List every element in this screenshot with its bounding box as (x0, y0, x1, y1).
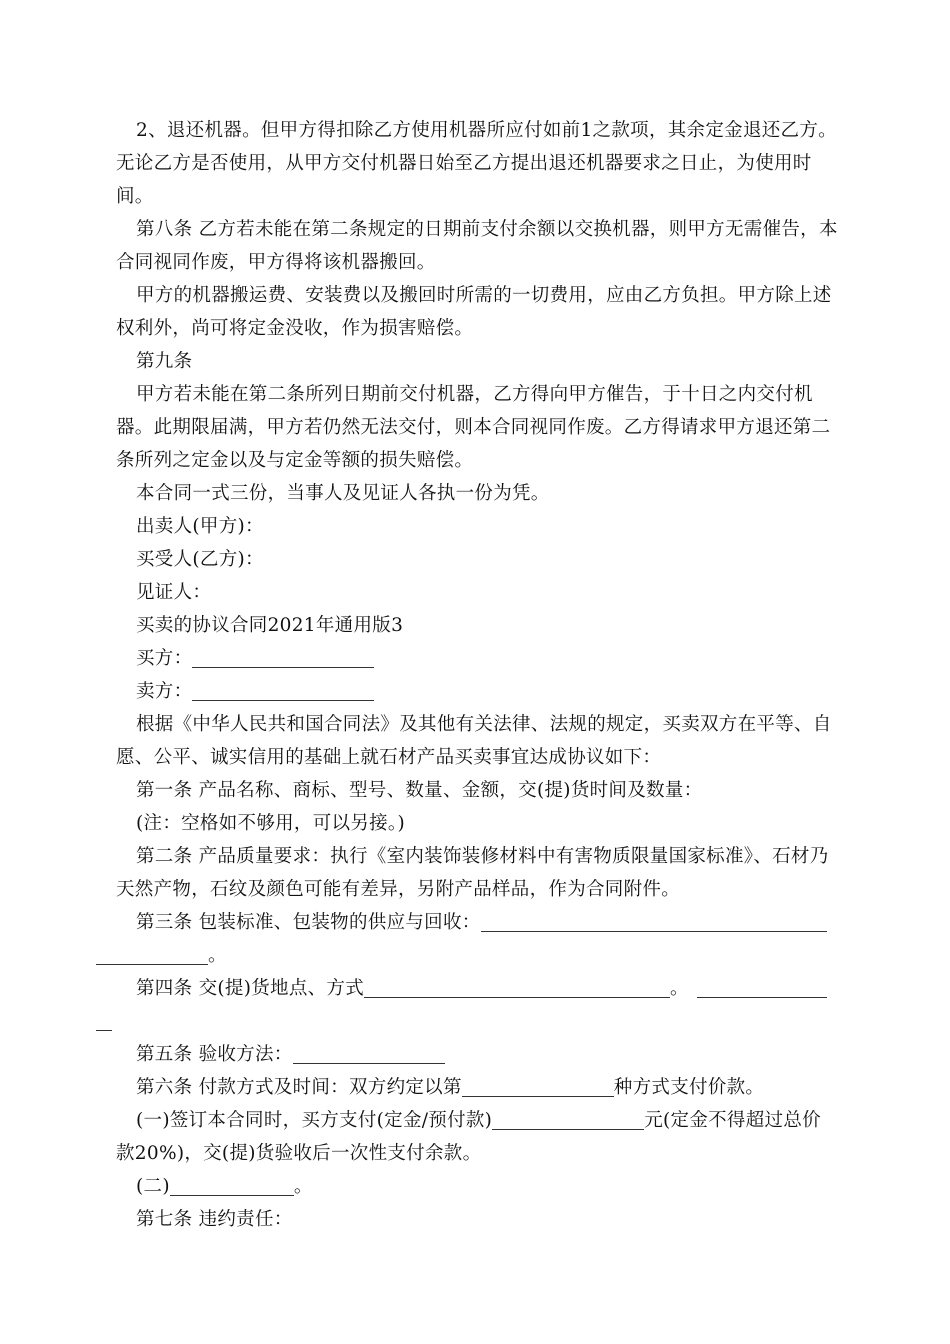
paragraph-copies: 本合同一式三份，当事人及见证人各执一份为凭。 (136, 483, 550, 504)
buyer-blank (192, 645, 374, 668)
payment-2-blank (170, 1173, 294, 1196)
seller-blank (192, 678, 374, 701)
article-5-text: 第五条 验收方法： (136, 1044, 293, 1065)
paragraph-article-1: 第一条 产品名称、商标、型号、数量、金额，交(提)货时间及数量： (136, 780, 703, 801)
paragraph-article-4 (116, 972, 838, 1038)
paragraph-article-9-body: 甲方若未能在第二条所列日期前交付机器，乙方得向甲方催告，于十日之内交付机器。此期限届满，甲方若仍然无法交付，则本合同视同作废。乙方得请求甲方退还第二条所列之定金以及与定金等额的损失赔偿。 (116, 384, 831, 471)
article-3-end: 。 (208, 945, 227, 966)
article-3-blank (481, 909, 827, 932)
buyer-party-b: 买受人(乙方)： (136, 549, 264, 570)
paragraph-article-7: 第七条 违约责任： (136, 1209, 293, 1230)
article-5-blank (293, 1041, 445, 1064)
payment-1-text-a: (一)签订本合同时，买方支付(定金/预付款) (136, 1110, 493, 1131)
article-6-text-a: 第六条 付款方式及时间：双方约定以第 (136, 1077, 462, 1098)
paragraph-article-9-heading: 第九条 (136, 351, 193, 372)
buyer-line (116, 642, 838, 675)
paragraph-article-8: 第八条 乙方若未能在第二条规定的日期前支付余额以交换机器，则甲方无需催告，本合同视同作废，甲方得将该机器搬回。 (116, 219, 838, 273)
article-4-text: 第四条 交(提)货地点、方式 (136, 978, 365, 999)
paragraph-note: (注：空格如不够用，可以另接。) (136, 813, 405, 834)
paragraph-payment-1 (116, 1104, 838, 1170)
article-3-text: 第三条 包装标准、包装物的供应与回收： (136, 912, 481, 933)
seller-party-a: 出卖人(甲方)： (136, 516, 264, 537)
article-4-blank-2 (697, 975, 827, 998)
article-4-blank-3 (96, 1008, 112, 1031)
paragraph-article-3 (116, 906, 838, 972)
paragraph-article-6 (116, 1071, 838, 1104)
payment-2-text-a: (二) (136, 1176, 170, 1197)
article-3-blank-2 (96, 942, 208, 965)
article-4-blank (364, 975, 670, 998)
paragraph-transport-costs: 甲方的机器搬运费、安装费以及搬回时所需的一切费用，应由乙方负担。甲方除上述权利外，尚可将定金没收，作为损害赔偿。 (116, 285, 832, 339)
paragraph-return-machine: 2、退还机器。但甲方得扣除乙方使用机器所应付如前1之款项，其余定金退还乙方。无论乙方是否使用，从甲方交付机器日始至乙方提出退还机器要求之日止，为使用时间。 (116, 120, 837, 207)
paragraph-preamble: 根据《中华人民共和国合同法》及其他有关法律、法规的规定，买卖双方在平等、自愿、公平、诚实信用的基础上就石材产品买卖事宜达成协议如下： (116, 714, 832, 768)
seller-label: 卖方： (136, 681, 193, 702)
article-6-text-b: 种方式支付价款。 (613, 1077, 765, 1098)
article-4-mid: 。 (670, 978, 689, 999)
witness: 见证人： (136, 582, 212, 603)
payment-2-text-b: 。 (293, 1176, 313, 1197)
seller-line (116, 675, 838, 708)
contract-title: 买卖的协议合同2021年通用版3 (136, 615, 404, 636)
payment-1-blank (492, 1107, 644, 1130)
paragraph-article-5 (116, 1038, 838, 1071)
payment-1-text-b: 元(定金不得超过总价款20%)，交(提)货验收后一次性支付余款。 (116, 1110, 821, 1164)
article-6-blank (462, 1074, 614, 1097)
buyer-label: 买方： (136, 648, 193, 669)
paragraph-payment-2 (116, 1170, 838, 1203)
paragraph-article-2: 第二条 产品质量要求：执行《室内装饰装修材料中有害物质限量国家标准》、石材乃天然产物，石纹及颜色可能有差异，另附产品样品，作为合同附件。 (116, 846, 829, 900)
